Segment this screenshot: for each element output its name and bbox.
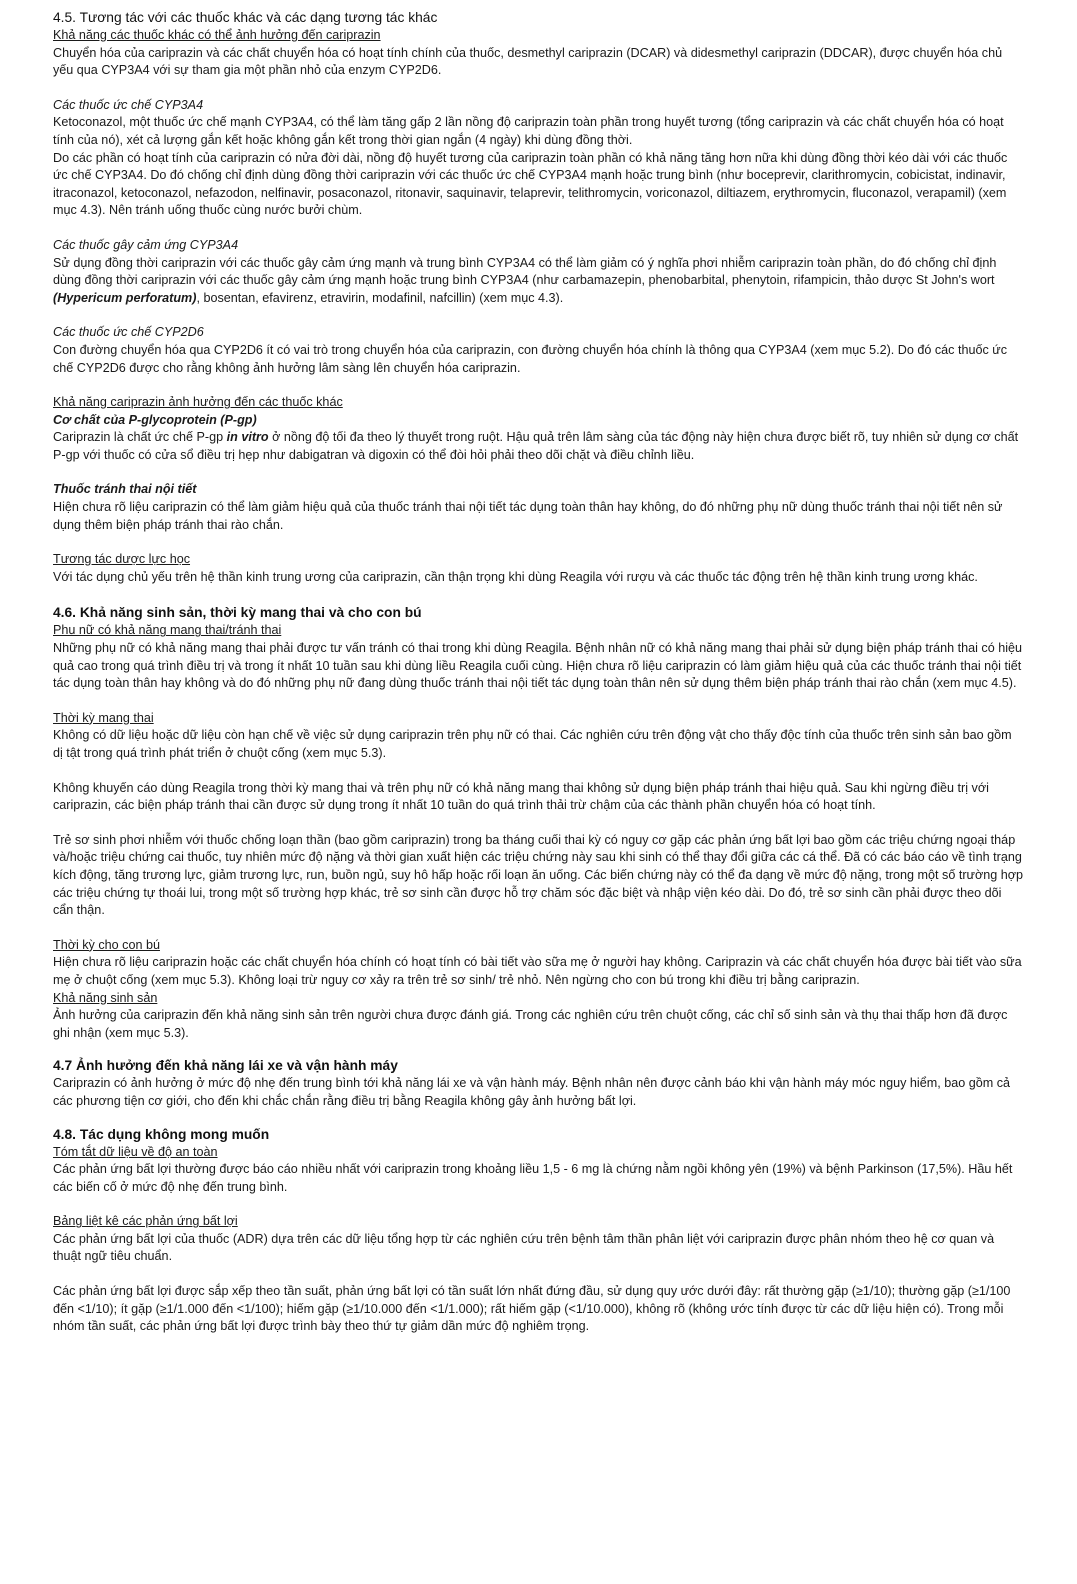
paragraph-adr-source: Các phản ứng bất lợi của thuốc (ADR) dựa trên các dữ liệu tổng hợp từ các nghiên cứu trên bệnh tâm thần phân liệt với cariprazin được phân nhóm theo hệ cơ quan và thuật ngữ tiêu chuẩn. <box>53 1231 995 1264</box>
paragraph-cyp3a4-contraindication: Do các phần có hoạt tính của cariprazin có nửa đời dài, nồng độ huyết tương của cariprazin toàn phần có khả năng tăng hơn nữa khi dùng đồng thời kéo dài với các thuốc ức chế CYP3A4. Do đó chống chỉ định dùng đồng thời cariprazin với các thuốc ức chế CYP3A4 mạnh hoặc trung bình (như boceprevir, clarithromycin, cobicistat, indinavir, itraconazol, ketoconazol, nefazodon, nelfinavir, posaconazol, ritonavir, saquinavir, telaprevir, telithromycin, voriconazol, diltiazem, erythromycin, fluconazol, verapamil) (xem mục 4.3). Nên tránh uống thuốc cùng nước bưởi chùm. <box>53 150 1008 218</box>
heading-hormonal-contraceptives: Thuốc tránh thai nội tiết <box>53 482 197 497</box>
paragraph-driving: Cariprazin có ảnh hưởng ở mức độ nhẹ đến trung bình tới khả năng lái xe và vận hành máy. Bệnh nhân nên được cảnh báo khi vận hành máy móc nguy hiểm, bao gồm cả các phương tiện cơ giới, cho đến khi chắc chắn rằng điều trị bằng Reagila không gây ảnh hưởng bất lợi. <box>53 1076 1011 1108</box>
paragraph-cyp3a4-inducers: Sử dụng đồng thời cariprazin với các thuốc gây cảm ứng mạnh và trung bình CYP3A4 có thể làm giảm có ý nghĩa phơi nhiễm cariprazin toàn phần, do đó chống chỉ định dùng đồng thời cariprazin với các thuốc gây cảm ứng mạnh hoặc trung bình CYP3A4 (như carbamazepin, phenobarbital, phenytoin, rifampicin, thảo dược St John's wort (Hypericum perforatum), bosentan, efavirenz, etravirin, modafinil, nafcillin) (xem mục 4.3). <box>53 255 997 305</box>
paragraph-fertility: Ảnh hưởng của cariprazin đến khả năng sinh sản trên người chưa được đánh giá. Trong các nghiên cứu trên chuột cống, các chỉ số sinh sản và thụ thai thấp hơn đã được ghi nhận (xem mục 5.3). <box>53 1008 1008 1040</box>
heading-cyp2d6-inhibitors: Các thuốc ức chế CYP2D6 <box>53 325 204 340</box>
paragraph-ketoconazol: Ketoconazol, một thuốc ức chế mạnh CYP3A4, có thể làm tăng gấp 2 lần nồng độ cariprazin toàn phần trong huyết tương (tổng cariprazin và các chất chuyển hóa có hoạt tính của nó), xét cả lượng gắn kết hoặc không gắn kết trong thời gian ngắn (4 ngày) khi dùng đồng thời. <box>53 115 1004 147</box>
paragraph-pregnancy-data: Không có dữ liệu hoặc dữ liệu còn hạn chế về việc sử dụng cariprazin trên phụ nữ có thai. Các nghiên cứu trên động vật cho thấy độc tính của thuốc trên sinh sản bao gồm dị tật trong quá trình phát triển ở chuột cống (xem mục 5.3). <box>53 728 1012 760</box>
paragraph-metabolism: Chuyển hóa của cariprazin và các chất chuyển hóa có hoạt tính chính của thuốc, desmethyl cariprazin (DCAR) và didesmethyl cariprazin (DDCAR), được chuyển hóa chủ yếu qua CYP3A4 với sự tham gia một phần nhỏ của enzym CYP2D6. <box>53 45 1003 78</box>
paragraph-breastfeeding: Hiện chưa rõ liệu cariprazin hoặc các chất chuyển hóa chính có hoạt tính có bài tiết vào sữa mẹ ở người hay không. Cariprazin và các chất chuyển hóa được bài tiết vào sữa mẹ ở chuột cống (xem mục 5.3). Không loại trừ nguy cơ xảy ra trên trẻ sơ sinh/ trẻ nhỏ. Nên ngừng cho con bú trong khi điều trị bằng cariprazin. <box>53 955 1022 987</box>
subheading-pregnancy: Thời kỳ mang thai <box>53 710 154 725</box>
heading-cyp3a4-inducers: Các thuốc gây cảm ứng CYP3A4 <box>53 237 239 252</box>
paragraph-neonates: Trẻ sơ sinh phơi nhiễm với thuốc chống loạn thần (bao gồm cariprazin) trong ba tháng cuối thai kỳ có nguy cơ gặp các phản ứng bất lợi bao gồm các triệu chứng ngoại tháp và/hoặc triệu chứng cai thuốc, tuy nhiên mức độ nặng và thời gian xuất hiện các triệu chứng này sau khi sinh có thể thay đổi giữa các cá thể. Đã có các báo cáo về tình trạng kích động, tăng trương lực, giảm trương lực, run, buồn ngủ, suy hô hấp hoặc rối loạn ăn uống. Các biến chứng này có thể đa dạng về mức độ nặng, trong một số trường hợp các triệu chứng tự thoái lui, trong một số trường hợp khác, trẻ sơ sinh cần được hỗ trợ chăm sóc đặc biệt và nhập viện kéo dài. Do đó, trẻ sơ sinh cần phải được theo dõi cẩn thận. <box>53 832 1023 918</box>
subheading-pharmacodynamic: Tương tác dược lực học <box>53 552 191 567</box>
paragraph-pharmacodynamic: Với tác dụng chủ yếu trên hệ thần kinh trung ương của cariprazin, cần thận trọng khi dùng Reagila với rượu và các thuốc tác động trên hệ thần kinh trung ương khác. <box>53 569 978 584</box>
section-4-6-title: 4.6. Khả năng sinh sản, thời kỳ mang thai và cho con bú <box>53 605 422 621</box>
subheading-adr-table: Bảng liệt kê các phản ứng bất lợi <box>53 1214 238 1229</box>
paragraph-women-childbearing: Những phụ nữ có khả năng mang thai phải được tư vấn tránh có thai trong khi dùng Reagila. Bệnh nhân nữ có khả năng mang thai phải sử dụng biện pháp tránh thai có hiệu quả cao trong quá trình điều trị và trong ít nhất 10 tuần sau khi dùng liều Reagila cuối cùng. Hiện chưa rõ liệu cariprazin có làm giảm hiệu quả của các thuốc tránh thai nội tiết tác dụng toàn thân hay không và do đó những phụ nữ đang dùng thuốc tránh thai nội tiết tác dụng toàn thân nên sử dụng thêm biện pháp tránh thai rào chắn (xem mục 4.5). <box>53 641 1023 691</box>
subheading-safety-summary: Tóm tắt dữ liệu về độ an toàn <box>53 1144 218 1159</box>
heading-pgp-substrate: Cơ chất của P-glycoprotein (P-gp) <box>53 412 257 427</box>
paragraph-pregnancy-recommendation: Không khuyến cáo dùng Reagila trong thời kỳ mang thai và trên phụ nữ có khả năng mang thai không sử dụng biện pháp tránh thai hiệu quả. Sau khi ngừng điều trị với cariprazin, các biện pháp tránh thai cần được sử dụng trong ít nhất 10 tuần do quá trình thải trừ chậm của các thành phần chuyển hóa có hoạt tính. <box>53 780 989 813</box>
paragraph-pgp: Cariprazin là chất ức chế P-gp in vitro ở nồng độ tối đa theo lý thuyết trong ruột. Hậu quả trên lâm sàng của tác động này hiện chưa được biết rõ, tuy nhiên sử dụng cơ chất P-gp với thuốc có cửa sổ điều trị hẹp như dabigatran và digoxin có thể đòi hỏi phải theo dõi chặt và điều chỉnh liều. <box>53 430 1019 462</box>
section-4-7-title: 4.7 Ảnh hưởng đến khả năng lái xe và vận hành máy <box>53 1058 398 1074</box>
subheading-breastfeeding: Thời kỳ cho con bú <box>53 937 160 952</box>
paragraph-contraceptives: Hiện chưa rõ liệu cariprazin có thể làm giảm hiệu quả của thuốc tránh thai nội tiết tác dụng toàn thân hay không, do đó những phụ nữ dùng thuốc tránh thai nội tiết nên sử dụng thêm biện pháp tránh thai rào chắn. <box>53 500 1003 532</box>
heading-cyp3a4-inhibitors: Các thuốc ức chế CYP3A4 <box>53 97 204 112</box>
subheading-women-childbearing: Phụ nữ có khả năng mang thai/tránh thai <box>53 623 282 638</box>
subheading-fertility: Khả năng sinh sản <box>53 990 158 1005</box>
subheading-other-drugs-affect: Khả năng các thuốc khác có thể ảnh hưởng đến cariprazin <box>53 28 381 42</box>
subheading-cariprazin-affects-others: Khả năng cariprazin ảnh hưởng đến các thuốc khác <box>53 395 343 410</box>
paragraph-safety-summary: Các phản ứng bất lợi thường được báo cáo nhiều nhất với cariprazin trong khoảng liều 1,5 - 6 mg là chứng nằm ngồi không yên (19%) và bệnh Parkinson (17,5%). Hầu hết các biến cố ở mức độ nhẹ đến trung bình. <box>53 1162 1013 1194</box>
paragraph-frequency-convention: Các phản ứng bất lợi được sắp xếp theo tần suất, phản ứng bất lợi có tần suất lớn nhất đứng đầu, sử dụng quy ước dưới đây: rất thường gặp (≥1/10); thường gặp (≥1/100 đến <1/10); ít gặp (≥1/1.000 đến <1/100); hiếm gặp (≥1/10.000 đến <1/1.000); rất hiếm gặp (<1/10.000), không rõ (không ước tính được từ các dữ liệu hiện có). Trong mỗi nhóm tần suất, các phản ứng bất lợi được trình bày theo thứ tự giảm dần mức độ nghiêm trọng. <box>53 1284 1011 1334</box>
section-4-8-title: 4.8. Tác dụng không mong muốn <box>53 1126 270 1142</box>
section-4-5-title: 4.5. Tương tác với các thuốc khác và các dạng tương tác khác <box>53 10 438 25</box>
paragraph-cyp2d6: Con đường chuyển hóa qua CYP2D6 ít có vai trò trong chuyển hóa của cariprazin, con đường chuyển hóa chính là thông qua CYP3A4 (xem mục 5.2). Do đó các thuốc ức chế CYP2D6 được cho rằng không ảnh hưởng lâm sàng lên chuyển hóa cariprazin. <box>53 342 1008 375</box>
